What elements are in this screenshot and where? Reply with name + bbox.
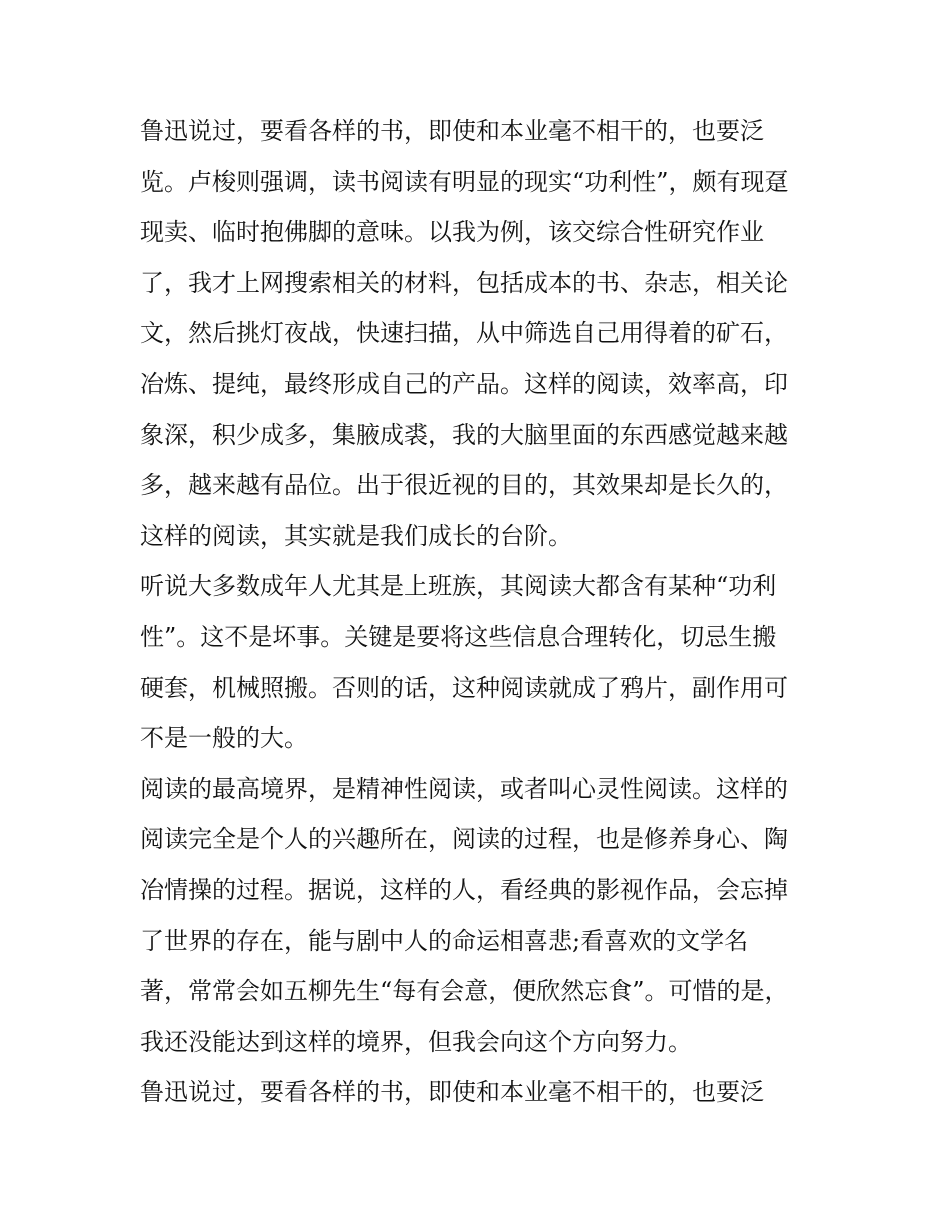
text-line-14: 阅读的最高境界，是精神性阅读，或者叫心灵性阅读。这样的 xyxy=(140,774,788,803)
text-line-20: 鲁迅说过，要看各样的书，即使和本业毫不相干的，也要泛 xyxy=(140,1078,764,1107)
text-line-5: 文，然后挑灯夜战，快速扫描，从中筛选自己用得着的矿石， xyxy=(140,319,788,348)
text-line-17: 了世界的存在，能与剧中人的命运相喜悲;看喜欢的文学名 xyxy=(140,926,749,955)
text-line-16: 冶情操的过程。据说，这样的人，看经典的影视作品，会忘掉 xyxy=(140,875,788,904)
text-line-8: 多，越来越有品位。出于很近视的目的，其效果却是长久的， xyxy=(140,471,788,500)
text-line-18: 著，常常会如五柳先生“每有会意，便欣然忘食”。可惜的是， xyxy=(140,977,789,1006)
text-line-3: 现卖、临时抱佛脚的意味。以我为例，该交综合性研究作业 xyxy=(140,218,764,247)
text-line-15: 阅读完全是个人的兴趣所在，阅读的过程，也是修养身心、陶 xyxy=(140,825,788,854)
text-line-9: 这样的阅读，其实就是我们成长的台阶。 xyxy=(140,521,572,550)
text-line-19: 我还没能达到这样的境界，但我会向这个方向努力。 xyxy=(140,1027,692,1056)
text-line-12: 硬套，机械照搬。否则的话，这种阅读就成了鸦片，副作用可 xyxy=(140,673,788,702)
text-line-10: 听说大多数成年人尤其是上班族，其阅读大都含有某种“功利 xyxy=(140,572,777,601)
essay-body xyxy=(140,106,820,1118)
text-line-6: 冶炼、提纯，最终形成自己的产品。这样的阅读，效率高，印 xyxy=(140,369,788,398)
text-line-11: 性”。这不是坏事。关键是要将这些信息合理转化，切忌生搬 xyxy=(140,622,777,651)
text-line-7: 象深，积少成多，集腋成裘，我的大脑里面的东西感觉越来越 xyxy=(140,420,788,449)
text-line-1: 鲁迅说过，要看各样的书，即使和本业毫不相干的，也要泛 xyxy=(140,117,764,145)
text-line-4: 了，我才上网搜索相关的材料，包括成本的书、杂志，相关论 xyxy=(140,268,788,297)
text-line-2: 览。卢梭则强调，读书阅读有明显的现实“功利性”，颇有现趸 xyxy=(140,167,789,196)
text-line-13: 不是一般的大。 xyxy=(140,724,308,753)
